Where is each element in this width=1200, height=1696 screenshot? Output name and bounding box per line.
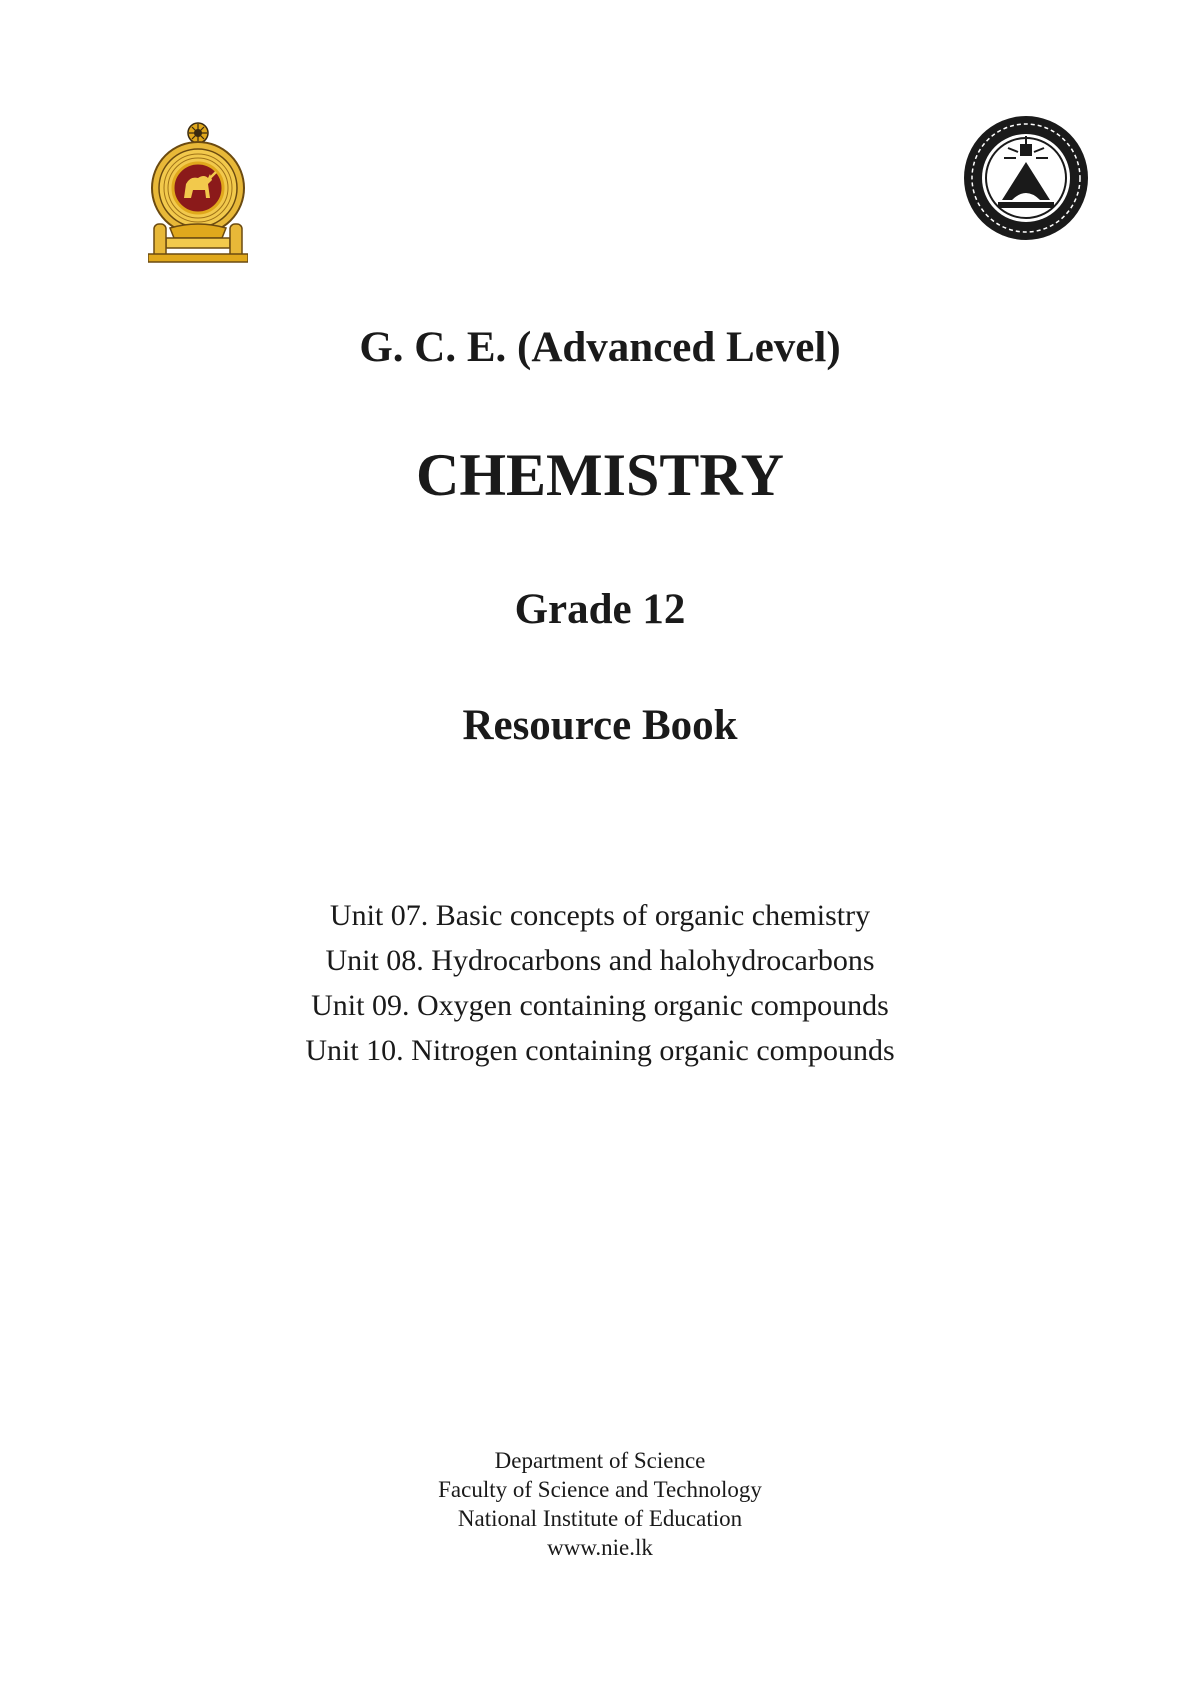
publisher-faculty: Faculty of Science and Technology bbox=[438, 1477, 762, 1502]
book-type-title: Resource Book bbox=[462, 702, 738, 749]
subject-title: CHEMISTRY bbox=[416, 442, 784, 508]
unit-item: Unit 10. Nitrogen containing organic compounds bbox=[305, 1034, 895, 1067]
qualification-title: G. C. E. (Advanced Level) bbox=[359, 324, 841, 371]
publisher-department: Department of Science bbox=[494, 1448, 706, 1473]
grade-title: Grade 12 bbox=[514, 586, 686, 633]
unit-item: Unit 08. Hydrocarbons and halohydrocarbons bbox=[325, 944, 875, 977]
unit-item: Unit 09. Oxygen containing organic compounds bbox=[311, 989, 889, 1022]
national-emblem-icon bbox=[148, 120, 248, 264]
units-list bbox=[0, 893, 1200, 1073]
publisher-institute: National Institute of Education bbox=[457, 1506, 743, 1531]
publisher-website: www.nie.lk bbox=[547, 1535, 653, 1560]
publisher-block bbox=[0, 1446, 1200, 1562]
nie-logo-icon bbox=[962, 114, 1090, 242]
unit-item: Unit 07. Basic concepts of organic chemistry bbox=[329, 899, 871, 932]
